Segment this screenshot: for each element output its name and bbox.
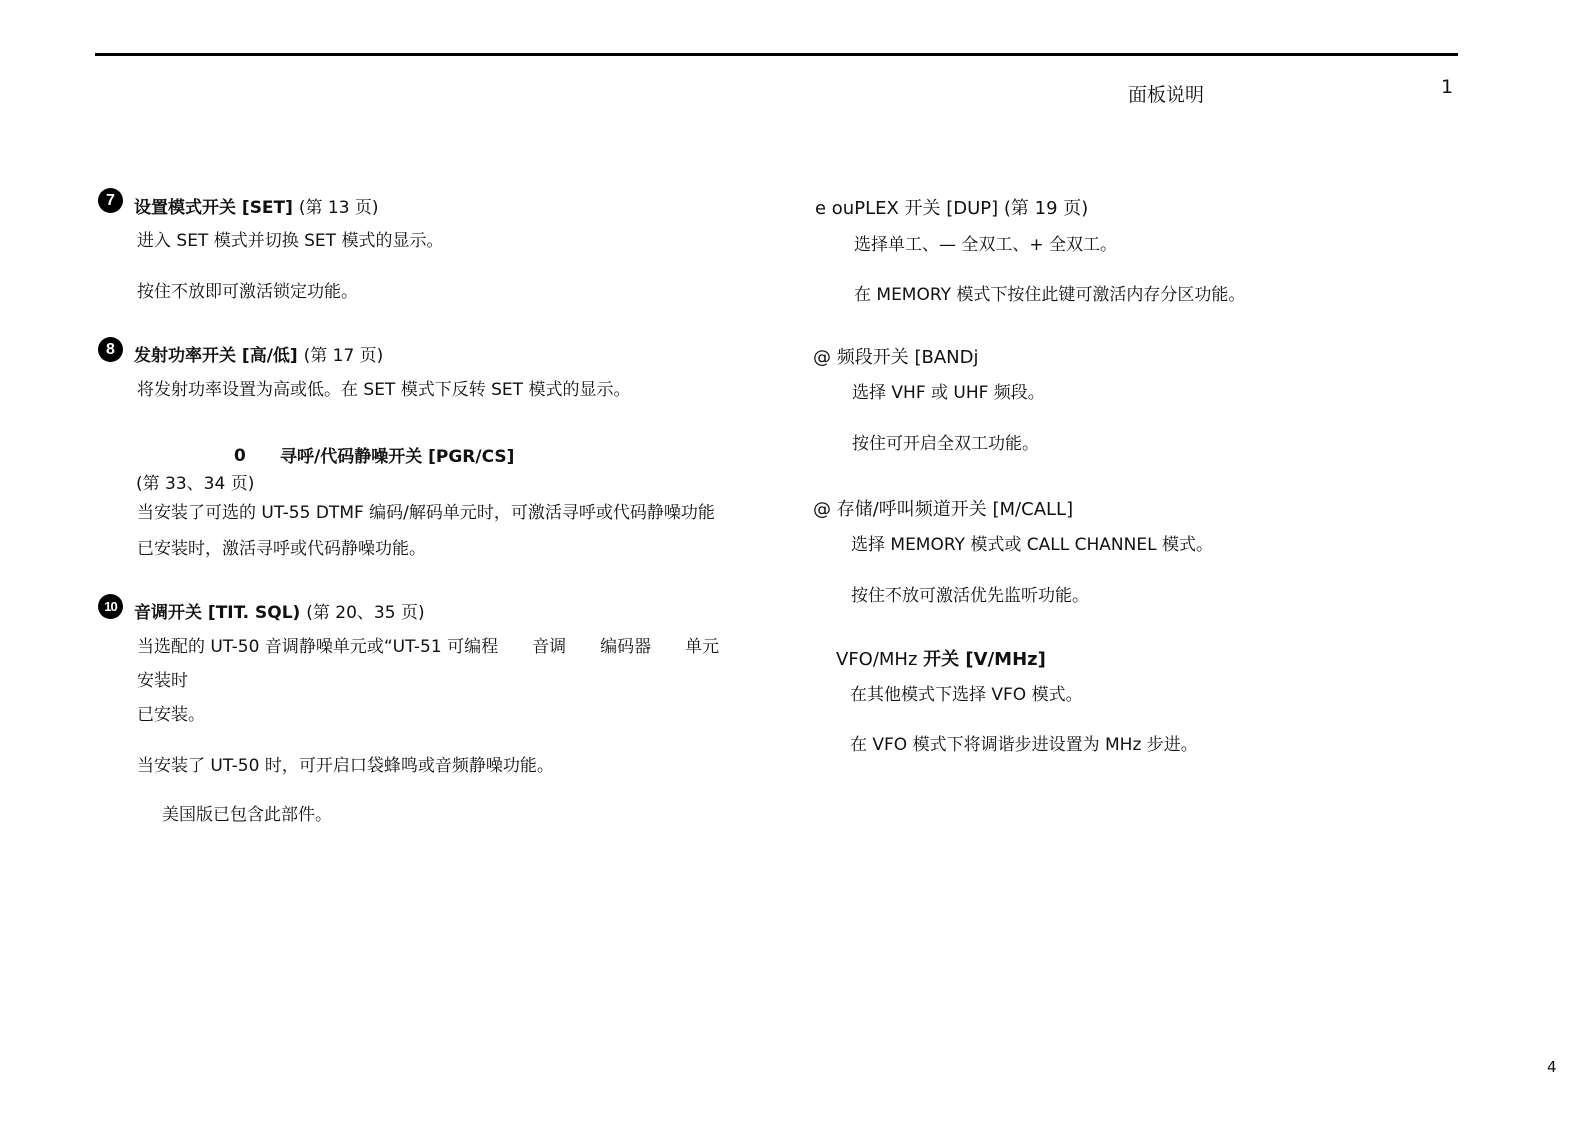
header-title: 面板说明: [1128, 84, 1205, 106]
vfo-heading-plain: VFO/MHz: [836, 649, 918, 670]
item-10-line-1: [137, 632, 719, 657]
band-line-1: 选择 VHF 或 UHF 频段。: [852, 383, 1045, 403]
mcall-line-1: 选择 MEMORY 模式或 CALL CHANNEL 模式。: [851, 535, 1213, 555]
dup-line-1: 选择单工、— 全双工、+ 全双工。: [854, 235, 1118, 255]
item-9-title: 寻呼/代码静噪开关 [PGR/CS]: [280, 447, 515, 467]
band-heading: @ 频段开关 [BANDj: [813, 347, 979, 368]
item-10-line-1-b: 音调: [532, 637, 567, 657]
mcall-line-2: 按住不放可激活优先监听功能。: [851, 586, 1089, 606]
item-10-line-1-a: 当选配的 UT-50 音调静噪单元或“UT-51 可编程: [137, 637, 499, 657]
item-7-heading: [134, 193, 379, 218]
item-10-heading: [134, 598, 425, 623]
dup-line-2: 在 MEMORY 模式下按住此键可激活内存分区功能。: [854, 285, 1246, 305]
item-7-line-2: 按住不放即可激活锁定功能。: [137, 282, 358, 302]
item-8-ref: (第 17 页): [303, 346, 384, 366]
item-7-line-1: 进入 SET 模式并切换 SET 模式的显示。: [137, 231, 444, 251]
item-10-line-4: 当安装了 UT-50 时，可开启口袋蜂鸣或音频静噪功能。: [137, 756, 554, 776]
vfo-heading-bold: 开关 [V/MHz]: [923, 649, 1046, 670]
item-10-line-2: 安装时: [137, 671, 188, 691]
item-9-ref: (第 33、34 页): [136, 474, 255, 494]
item-9-line-1: 当安装了可选的 UT-55 DTMF 编码/解码单元时，可激活寻呼或代码静噪功能: [137, 503, 715, 523]
item-10-ref: (第 20、35 页): [306, 603, 425, 623]
page-number: 4: [1547, 1058, 1557, 1076]
chapter-number: 1: [1441, 76, 1454, 98]
item-7-title: 设置模式开关 [SET]: [134, 198, 293, 218]
vfo-heading: [836, 645, 1046, 671]
item-8-line-1: 将发射功率设置为高或低。在 SET 模式下反转 SET 模式的显示。: [137, 380, 631, 400]
item-8-title: 发射功率开关 [高/低]: [134, 346, 298, 366]
dup-heading: e ouPLEX 开关 [DUP] (第 19 页): [815, 198, 1089, 219]
item-9-line-2: 已安装时，激活寻呼或代码静噪功能。: [137, 539, 426, 559]
item-8-badge: 8: [98, 337, 123, 362]
item-7-badge: 7: [98, 188, 123, 213]
item-10-note: 美国版已包含此部件。: [162, 805, 332, 825]
item-10-title: 音调开关 [TIT. SQL): [134, 603, 301, 623]
item-10-badge: 10: [98, 594, 123, 619]
band-line-2: 按住可开启全双工功能。: [852, 434, 1039, 454]
item-8-heading: [134, 341, 383, 366]
item-9-badge: 0: [234, 446, 246, 466]
mcall-heading: @ 存储/呼叫频道开关 [M/CALL]: [813, 499, 1074, 520]
item-10-line-1-d: 单元: [685, 637, 720, 657]
vfo-line-2: 在 VFO 模式下将调谐步进设置为 MHz 步进。: [850, 735, 1198, 755]
vfo-line-1: 在其他模式下选择 VFO 模式。: [850, 685, 1083, 705]
item-7-ref: (第 13 页): [298, 198, 379, 218]
item-10-line-1-c: 编码器: [600, 637, 652, 657]
item-10-line-3: 已安装。: [137, 705, 205, 725]
top-rule: [95, 53, 1458, 56]
